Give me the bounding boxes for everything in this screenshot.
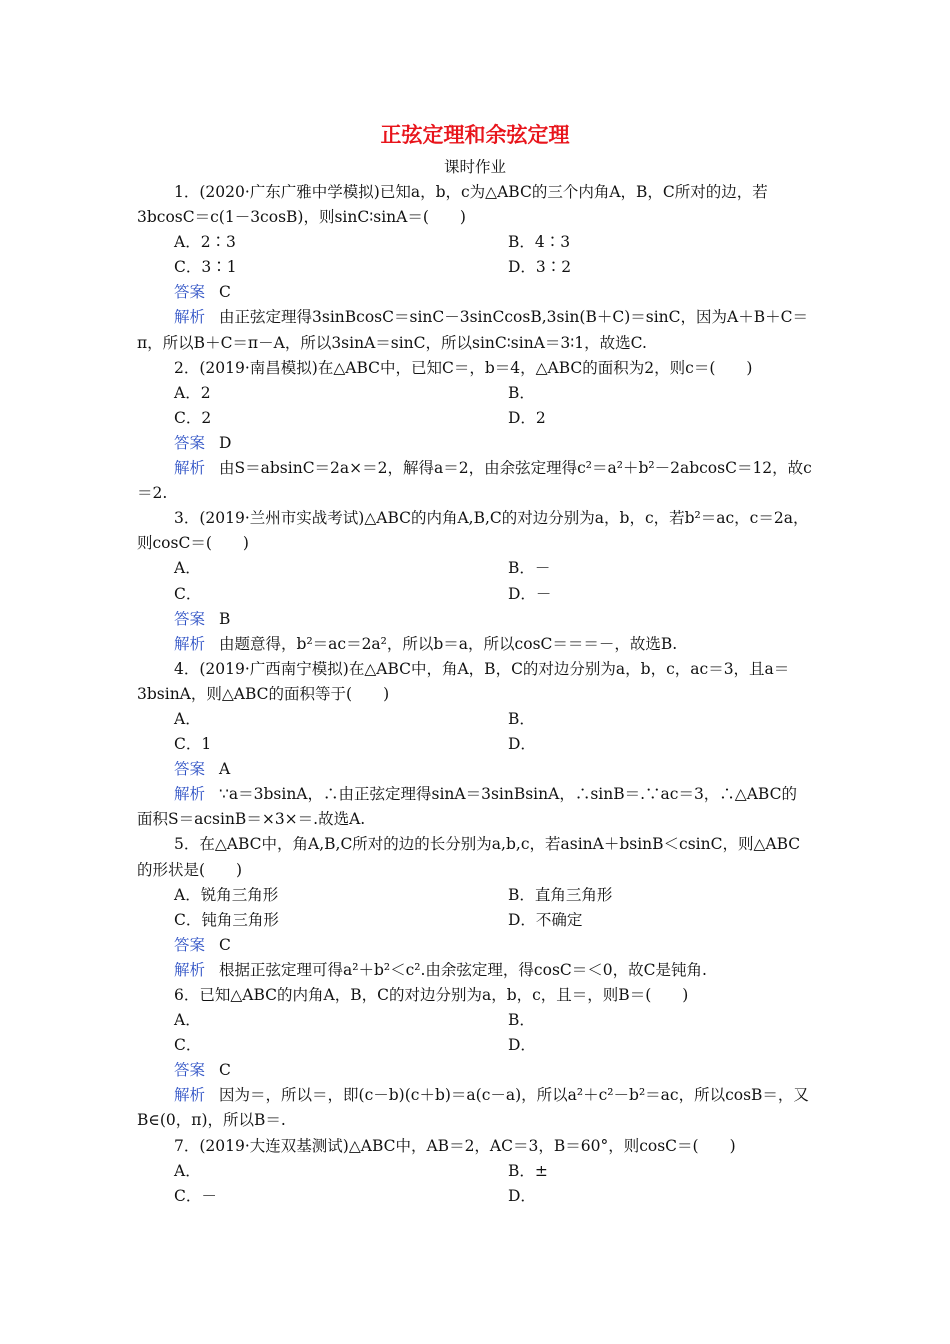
option-row xyxy=(137,406,817,431)
option-row xyxy=(137,1159,817,1184)
question-5 xyxy=(137,832,817,983)
option-row xyxy=(137,1184,817,1209)
answer-line xyxy=(137,431,817,456)
option-d: D． xyxy=(508,1036,536,1055)
option-d: D．－ xyxy=(508,584,552,603)
option-c: C． xyxy=(174,1036,202,1055)
option-c: C．－ xyxy=(174,1186,217,1205)
question-2 xyxy=(137,356,817,507)
analysis-text: 根据正弦定理可得a²＋b²＜c².由余弦定理，得cosC＝＜0，故C是钝角. xyxy=(219,960,707,979)
analysis-label: 解析 xyxy=(174,960,206,979)
analysis-text: 因为＝，所以＝，即(c－b)(c＋b)＝a(c－a)，所以a²＋c²－b²＝ac，所以cosB＝，又 xyxy=(219,1086,809,1105)
option-a: A． xyxy=(174,559,201,578)
analysis-line xyxy=(137,1083,817,1108)
answer-line xyxy=(137,280,817,305)
option-b: B．直角三角形 xyxy=(508,885,613,904)
option-b: B．± xyxy=(508,1161,548,1180)
answer-label: 答案 xyxy=(174,609,206,628)
option-a: A． xyxy=(174,1011,201,1030)
analysis-line xyxy=(137,456,817,481)
answer-label: 答案 xyxy=(174,1061,206,1080)
answer-value: C xyxy=(219,283,231,302)
question-stem: 3．(2019·兰州市实战考试)△ABC的内角A,B,C的对边分别为a，b，c，若b²＝ac，c＝2a， xyxy=(174,509,809,528)
document-subtitle: 课时作业 xyxy=(443,158,506,176)
option-c: C．1 xyxy=(174,735,212,754)
option-d: D． xyxy=(508,735,536,754)
answer-label: 答案 xyxy=(174,935,206,954)
analysis-text: B∈(0，π)，所以B＝. xyxy=(137,1111,286,1130)
answer-label: 答案 xyxy=(174,760,206,779)
answer-value: C xyxy=(219,1061,231,1080)
analysis-text: ∵a＝3bsinA，∴由正弦定理得sinA＝3sinBsinA，∴sinB＝.∵ac＝3，∴△ABC的 xyxy=(219,785,797,804)
question-stem: 4．(2019·广西南宁模拟)在△ABC中，角A，B，C的对边分别为a，b，c，ac＝3，且a＝ xyxy=(174,659,790,678)
document-title: 正弦定理和余弦定理 xyxy=(380,123,570,147)
question-stem: 3bsinA，则△ABC的面积等于( ) xyxy=(137,684,390,703)
analysis-line xyxy=(137,305,817,330)
option-row xyxy=(137,908,817,933)
option-row xyxy=(137,556,817,581)
analysis-label: 解析 xyxy=(174,634,206,653)
option-row xyxy=(137,1008,817,1033)
analysis-label: 解析 xyxy=(174,459,206,478)
option-b: B． xyxy=(508,1011,535,1030)
analysis-label: 解析 xyxy=(174,308,206,327)
analysis-text: 由正弦定理得3sinBcosC＝sinC－3sinCcosB,3sin(B＋C)＝sinC，因为A＋B＋C＝ xyxy=(219,308,808,327)
analysis-label: 解析 xyxy=(174,1086,206,1105)
question-stem: 2．(2019·南昌模拟)在△ABC中，已知C＝，b＝4，△ABC的面积为2，则c＝( ) xyxy=(174,358,753,377)
option-c: C．钝角三角形 xyxy=(174,910,279,929)
answer-line xyxy=(137,607,817,632)
answer-line xyxy=(137,1058,817,1083)
question-stem: 6．已知△ABC的内角A，B，C的对边分别为a，b，c，且＝，则B＝( ) xyxy=(174,986,689,1004)
option-a: A． xyxy=(174,1161,201,1180)
answer-label: 答案 xyxy=(174,433,206,452)
option-a: A．锐角三角形 xyxy=(174,885,279,904)
option-d: D．2 xyxy=(508,408,546,427)
option-row xyxy=(137,707,817,732)
option-d: D．3∶2 xyxy=(508,258,572,277)
question-stem: 的形状是( ) xyxy=(137,860,243,879)
option-row xyxy=(137,230,817,255)
option-a: A．2 xyxy=(174,383,211,402)
option-a: A． xyxy=(174,709,201,728)
analysis-line xyxy=(137,632,817,657)
question-list xyxy=(137,180,817,1209)
option-b: B． xyxy=(508,709,535,728)
question-7 xyxy=(137,1134,817,1209)
answer-value: C xyxy=(219,935,231,954)
question-stem: 则cosC＝( ) xyxy=(137,534,249,553)
option-a: A．2∶3 xyxy=(174,233,236,252)
option-d: D．不确定 xyxy=(508,910,583,929)
option-row xyxy=(137,255,817,280)
question-6 xyxy=(137,983,817,1134)
question-stem: 1．(2020·广东广雅中学模拟)已知a，b，c为△ABC的三个内角A，B，C所对的边，若 xyxy=(174,183,768,201)
analysis-text: 由题意得，b²＝ac＝2a²，所以b＝a，所以cosC＝＝＝－，故选B. xyxy=(219,634,678,653)
option-c: C．3∶1 xyxy=(174,258,237,277)
answer-line xyxy=(137,757,817,782)
option-row xyxy=(137,1033,817,1058)
option-c: C．2 xyxy=(174,408,212,427)
question-stem: 3bcosC＝c(1－3cosB)，则sinC∶sinA＝( ) xyxy=(137,208,466,227)
analysis-line xyxy=(137,782,817,807)
answer-label: 答案 xyxy=(174,283,206,302)
option-b: B．－ xyxy=(508,559,551,578)
question-1 xyxy=(137,180,817,356)
option-row xyxy=(137,883,817,908)
option-b: B．4∶3 xyxy=(508,233,571,252)
analysis-text: π，所以B＋C＝π－A，所以3sinA＝sinC，所以sinC∶sinA＝3∶1，故选C. xyxy=(137,333,647,352)
option-row xyxy=(137,732,817,757)
answer-line xyxy=(137,933,817,958)
question-stem: 5．在△ABC中，角A,B,C所对的边的长分别为a,b,c，若asinA＋bsinB＜csinC，则△ABC xyxy=(174,835,801,854)
answer-value: B xyxy=(219,609,231,628)
option-row xyxy=(137,582,817,607)
option-d: D． xyxy=(508,1186,536,1205)
option-c: C． xyxy=(174,584,202,603)
question-4 xyxy=(137,657,817,833)
analysis-text: 面积S＝acsinB＝×3×＝.故选A. xyxy=(137,810,366,829)
analysis-line xyxy=(137,958,817,983)
question-stem: 7．(2019·大连双基测试)△ABC中，AB＝2，AC＝3，B＝60°，则cosC＝( ) xyxy=(174,1136,736,1155)
answer-value: A xyxy=(219,760,231,779)
analysis-text: ＝2. xyxy=(137,484,168,503)
analysis-label: 解析 xyxy=(174,785,206,804)
question-3 xyxy=(137,506,817,657)
option-row xyxy=(137,381,817,406)
answer-value: D xyxy=(219,433,232,452)
analysis-text: 由S＝absinC＝2a×＝2，解得a＝2，由余弦定理得c²＝a²＋b²－2abcosC＝12，故c xyxy=(219,459,812,478)
option-b: B． xyxy=(508,383,535,402)
